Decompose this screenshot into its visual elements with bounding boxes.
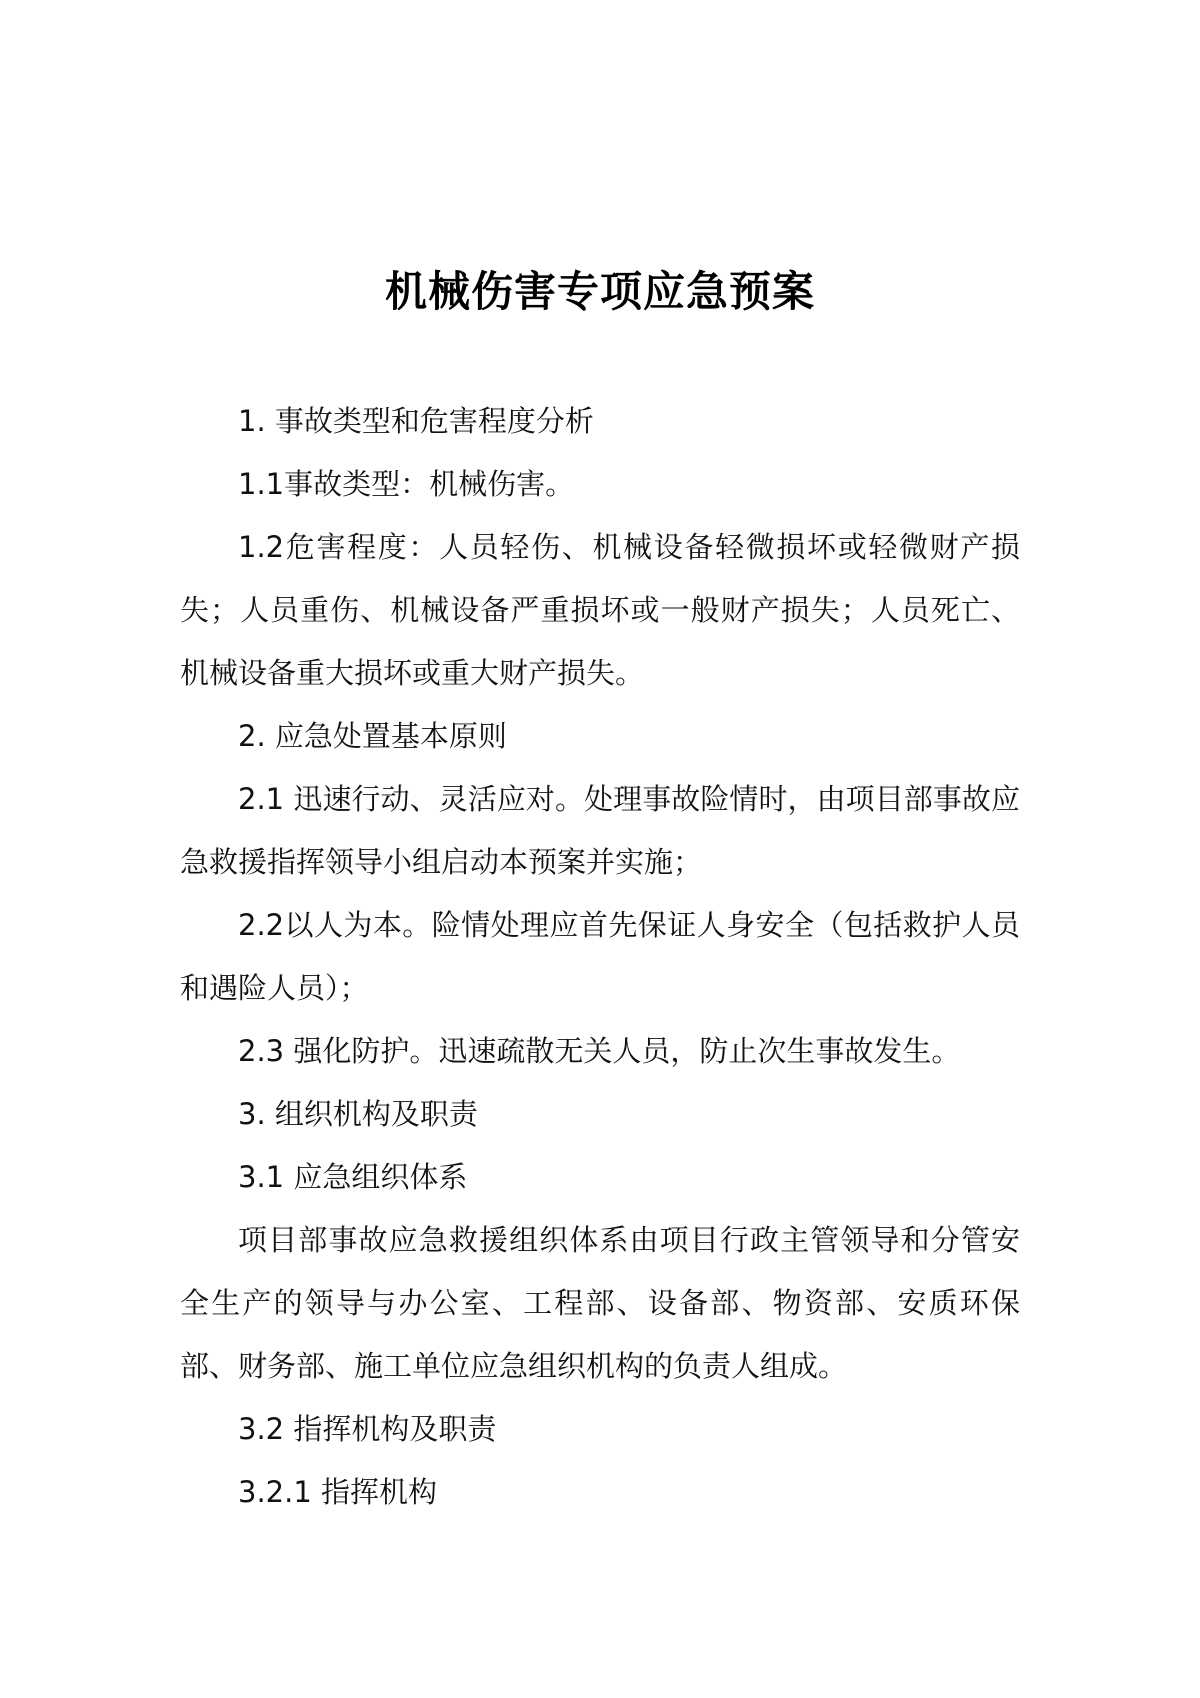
section-3-1-body: 项目部事故应急救援组织体系由项目行政主管领导和分管安全生产的领导与办公室、工程部、设备部、物资部、安质环保部、财务部、施工单位应急组织机构的负责人组成。 bbox=[180, 1223, 1020, 1383]
section-2-2-principle: 2.2以人为本。险情处理应首先保证人身安全（包括救护人员和遇险人员）； bbox=[180, 908, 1020, 1005]
section-3-2-heading: 3.2 指挥机构及职责 bbox=[238, 1412, 497, 1446]
section-1-heading: 1. 事故类型和危害程度分析 bbox=[238, 404, 594, 438]
section-2-1-principle: 2.1 迅速行动、灵活应对。处理事故险情时，由项目部事故应急救援指挥领导小组启动本预案并实施； bbox=[180, 782, 1020, 879]
document-body bbox=[180, 390, 1020, 1524]
section-3-1-heading: 3.1 应急组织体系 bbox=[238, 1160, 468, 1194]
document-title: 机械伤害专项应急预案 bbox=[384, 267, 815, 316]
section-3-2-1-heading: 3.2.1 指挥机构 bbox=[238, 1475, 438, 1509]
section-2-heading: 2. 应急处置基本原则 bbox=[238, 719, 507, 753]
section-1-1-accident-type: 1.1事故类型：机械伤害。 bbox=[238, 467, 575, 501]
section-2-3-principle: 2.3 强化防护。迅速疏散无关人员，防止次生事故发生。 bbox=[238, 1034, 961, 1068]
section-1-2-hazard-degree: 1.2危害程度：人员轻伤、机械设备轻微损坏或轻微财产损失；人员重伤、机械设备严重损坏或一般财产损失；人员死亡、机械设备重大损坏或重大财产损失。 bbox=[180, 530, 1020, 690]
section-3-heading: 3. 组织机构及职责 bbox=[238, 1097, 478, 1131]
